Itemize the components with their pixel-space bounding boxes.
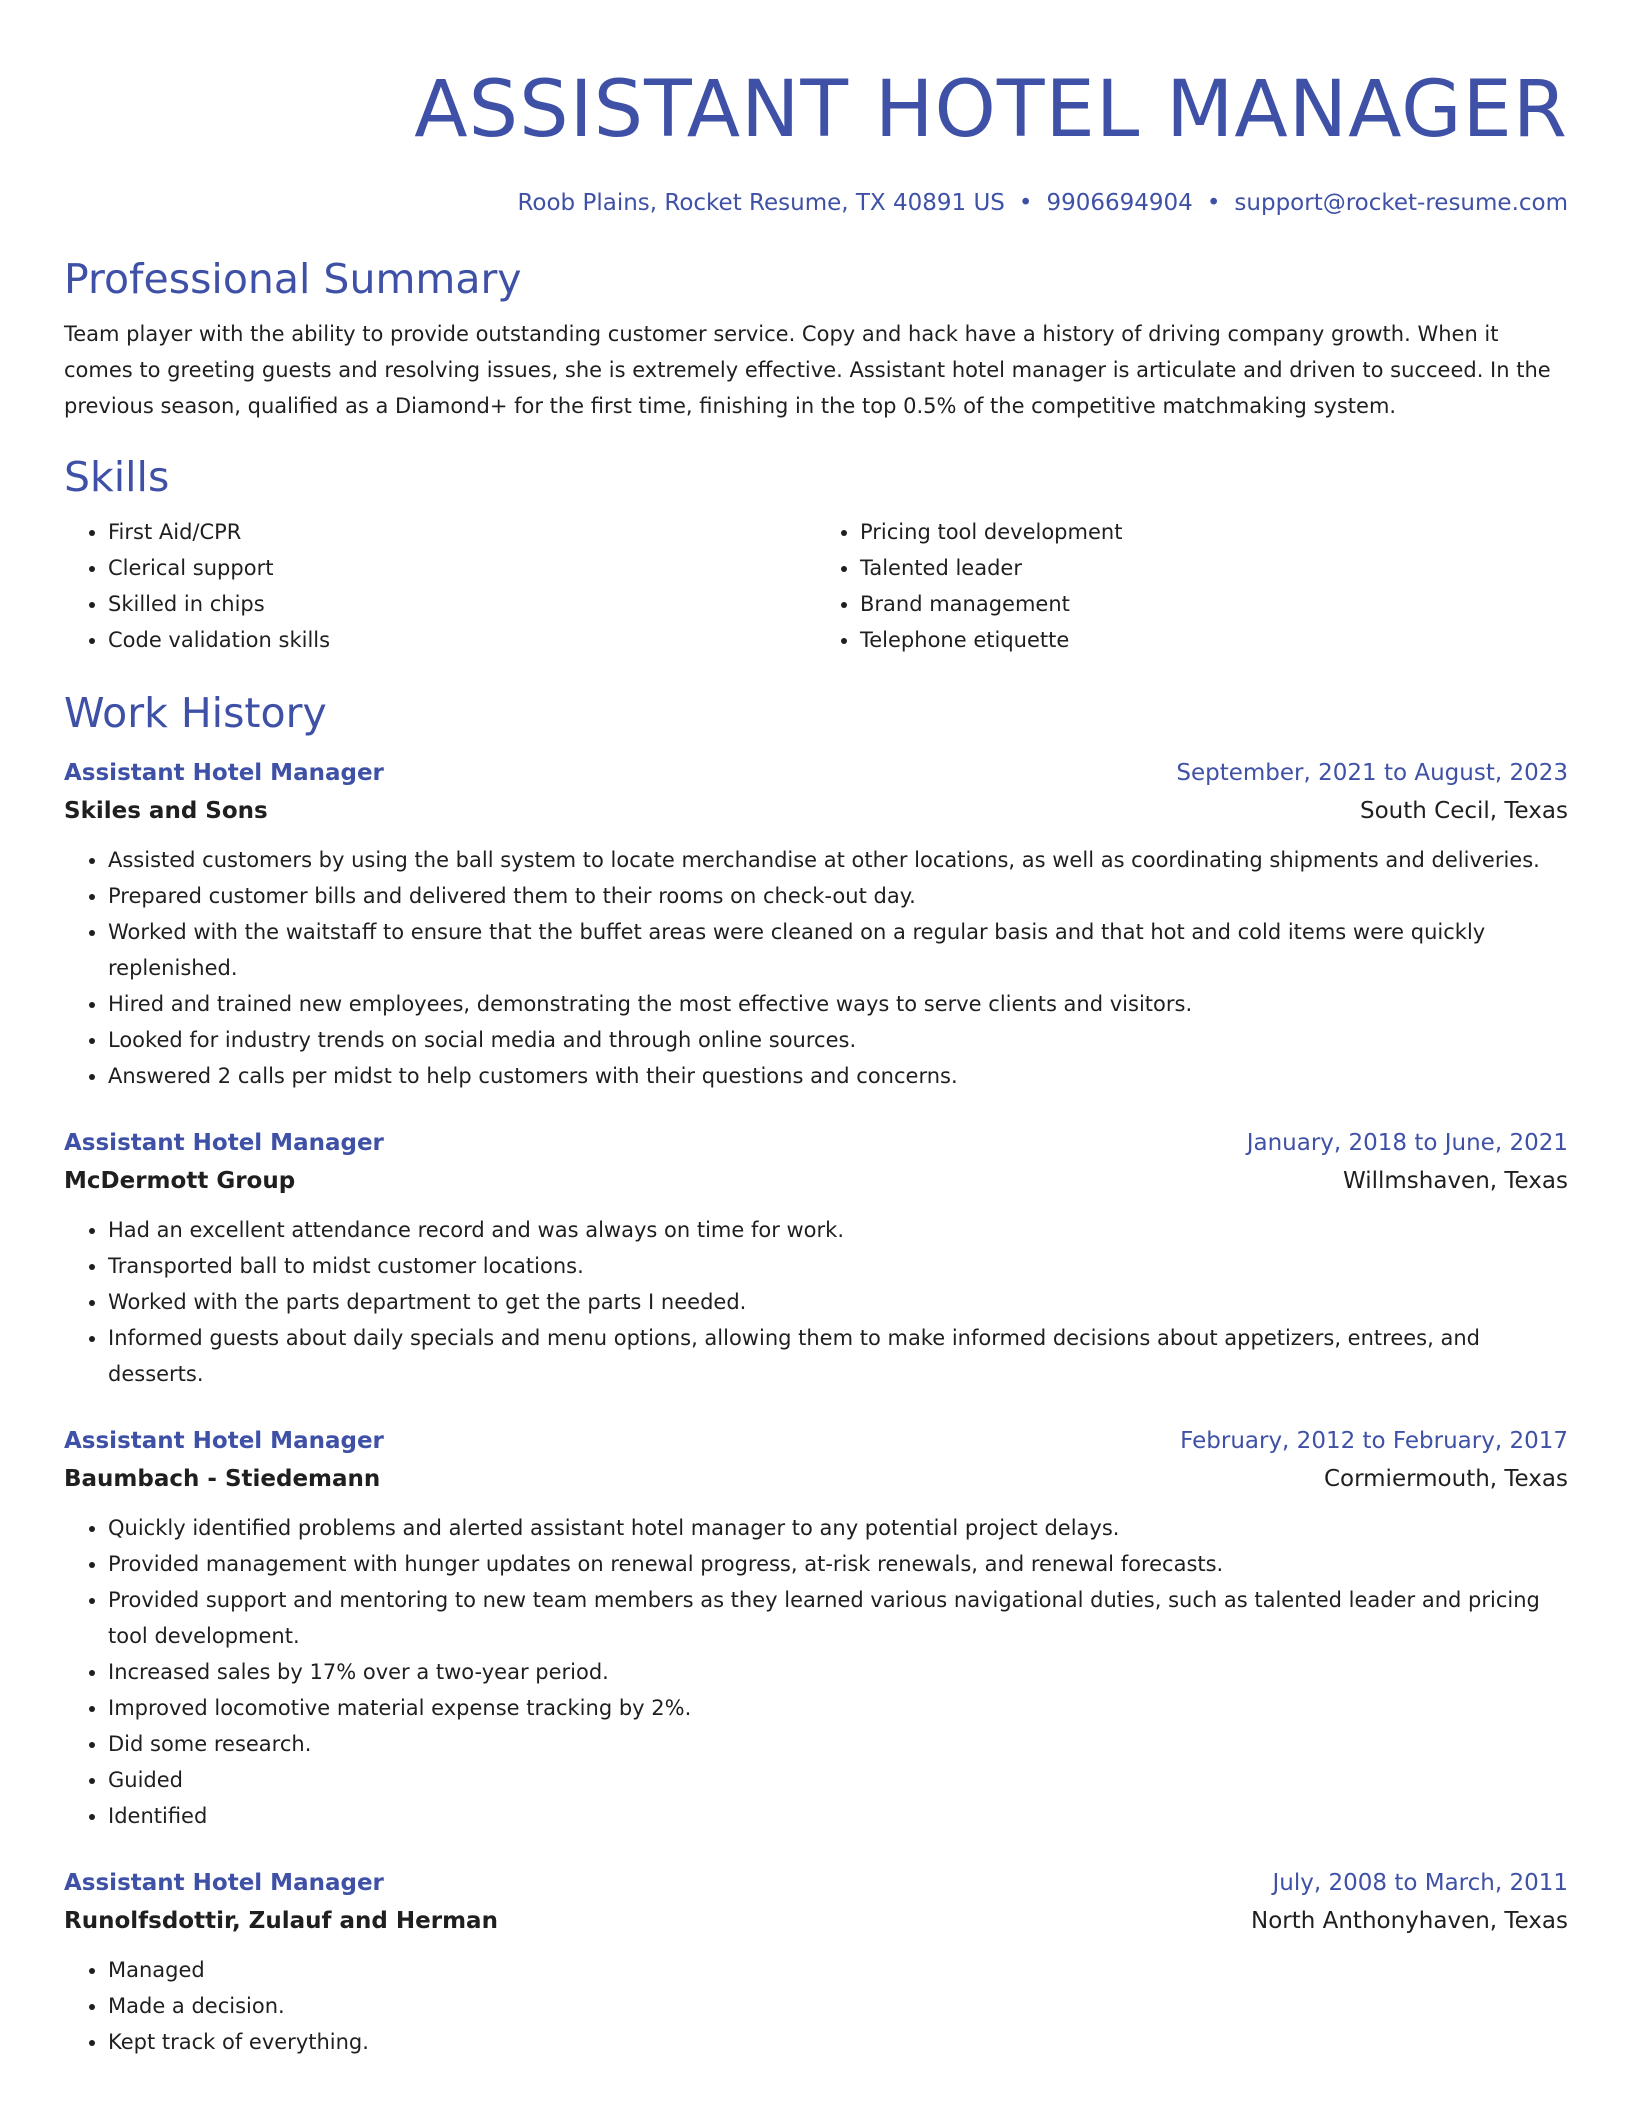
job-title: Assistant Hotel Manager <box>64 1428 384 1454</box>
job-bullet: • Worked with the parts department to get the parts I needed. <box>108 1284 1568 1320</box>
job-bullets <box>64 1952 1568 2060</box>
job-bullet: • Quickly identified problems and alerted assistant hotel manager to any potential project delays. <box>108 1510 1568 1546</box>
skill-item: • First Aid/CPR <box>108 514 816 550</box>
job-bullet: • Informed guests about daily specials and menu options, allowing them to make informed decisions about appetizers, entrees, and desserts. <box>108 1320 1568 1392</box>
job-company: Baumbach - Stiedemann <box>64 1466 381 1492</box>
job-bullet: • Made a decision. <box>108 1988 1568 2024</box>
skill-item: • Brand management <box>860 586 1568 622</box>
job-bullet: • Assisted customers by using the ball system to locate merchandise at other locations, as well as coordinating shipments and deliveries. <box>108 842 1568 878</box>
skills-list <box>64 514 1568 658</box>
candidate-name: ASSISTANT HOTEL MANAGER <box>414 65 1568 155</box>
job-company: Runolfsdottir, Zulauf and Herman <box>64 1908 498 1934</box>
job-bullets <box>64 842 1568 1094</box>
skills-column-right <box>816 514 1568 658</box>
job-location: North Anthonyhaven, Texas <box>1250 1908 1568 1934</box>
contact-email[interactable]: support@rocket-resume.com <box>1234 190 1568 216</box>
skill-item: • Code validation skills <box>108 622 816 658</box>
job-bullet: • Provided support and mentoring to new team members as they learned various navigational duties, such as talented leader and pricing tool development. <box>108 1582 1568 1654</box>
job-title: Assistant Hotel Manager <box>64 760 384 786</box>
contact-line <box>64 188 1568 218</box>
job-location: Willmshaven, Texas <box>1342 1168 1568 1194</box>
job-dates: July, 2008 to March, 2011 <box>1272 1870 1568 1896</box>
job-bullet: • Increased sales by 17% over a two-year period. <box>108 1654 1568 1690</box>
summary-heading: Professional Summary <box>64 255 522 303</box>
job-bullet: • Answered 2 calls per midst to help customers with their questions and concerns. <box>108 1058 1568 1094</box>
contact-address: Roob Plains, Rocket Resume, TX 40891 US <box>517 190 1005 216</box>
job-entry <box>64 1124 1568 1392</box>
job-bullets <box>64 1510 1568 1834</box>
job-bullet: • Looked for industry trends on social media and through online sources. <box>108 1022 1568 1058</box>
summary-text: Team player with the ability to provide outstanding customer service. Copy and hack have a history of driving company growth. When it comes to greeting guests and resolving issues, she is extremely effective. Assistant hotel manager is articulate and driven to succeed. In the previous season, qualified as a Diamond+ for the first time, finishing in the top 0.5% of the competitive matchmaking system. <box>64 322 1551 418</box>
job-title: Assistant Hotel Manager <box>64 1130 384 1156</box>
job-title: Assistant Hotel Manager <box>64 1870 384 1896</box>
job-bullet: • Hired and trained new employees, demonstrating the most effective ways to serve clients and visitors. <box>108 986 1568 1022</box>
contact-phone: 9906694904 <box>1046 190 1193 216</box>
job-company: Skiles and Sons <box>64 798 268 824</box>
skills-column-left <box>64 514 816 658</box>
skill-item: • Clerical support <box>108 550 816 586</box>
job-entry <box>64 754 1568 1094</box>
job-location: South Cecil, Texas <box>1360 798 1568 824</box>
job-location: Cormiermouth, Texas <box>1323 1466 1568 1492</box>
job-bullet: • Worked with the waitstaff to ensure that the buffet areas were cleaned on a regular basis and that hot and cold items were quickly replenished. <box>108 914 1568 986</box>
job-bullet: • Had an excellent attendance record and was always on time for work. <box>108 1212 1568 1248</box>
job-company: McDermott Group <box>64 1168 296 1194</box>
work-history-heading: Work History <box>64 689 327 737</box>
job-bullet: • Improved locomotive material expense tracking by 2%. <box>108 1690 1568 1726</box>
job-bullets <box>64 1212 1568 1392</box>
job-bullet: • Kept track of everything. <box>108 2024 1568 2060</box>
job-bullet: • Provided management with hunger updates on renewal progress, at-risk renewals, and renewal forecasts. <box>108 1546 1568 1582</box>
job-bullet: • Managed <box>108 1952 1568 1988</box>
job-bullet: • Prepared customer bills and delivered them to their rooms on check-out day. <box>108 878 1568 914</box>
job-bullet: • Did some research. <box>108 1726 1568 1762</box>
job-entry <box>64 1422 1568 1834</box>
resume-header <box>64 62 1568 218</box>
contact-separator: • <box>1018 190 1033 216</box>
job-entry <box>64 1864 1568 2060</box>
skill-item: • Talented leader <box>860 550 1568 586</box>
job-dates: February, 2012 to February, 2017 <box>1180 1428 1568 1454</box>
contact-separator: • <box>1206 190 1221 216</box>
job-dates: January, 2018 to June, 2021 <box>1246 1130 1568 1156</box>
skill-item: • Pricing tool development <box>860 514 1568 550</box>
skill-item: • Telephone etiquette <box>860 622 1568 658</box>
job-bullet: • Guided <box>108 1762 1568 1798</box>
job-dates: September, 2021 to August, 2023 <box>1176 760 1568 786</box>
skill-item: • Skilled in chips <box>108 586 816 622</box>
job-bullet: • Identified <box>108 1798 1568 1834</box>
job-bullet: • Transported ball to midst customer locations. <box>108 1248 1568 1284</box>
skills-heading: Skills <box>64 453 170 501</box>
